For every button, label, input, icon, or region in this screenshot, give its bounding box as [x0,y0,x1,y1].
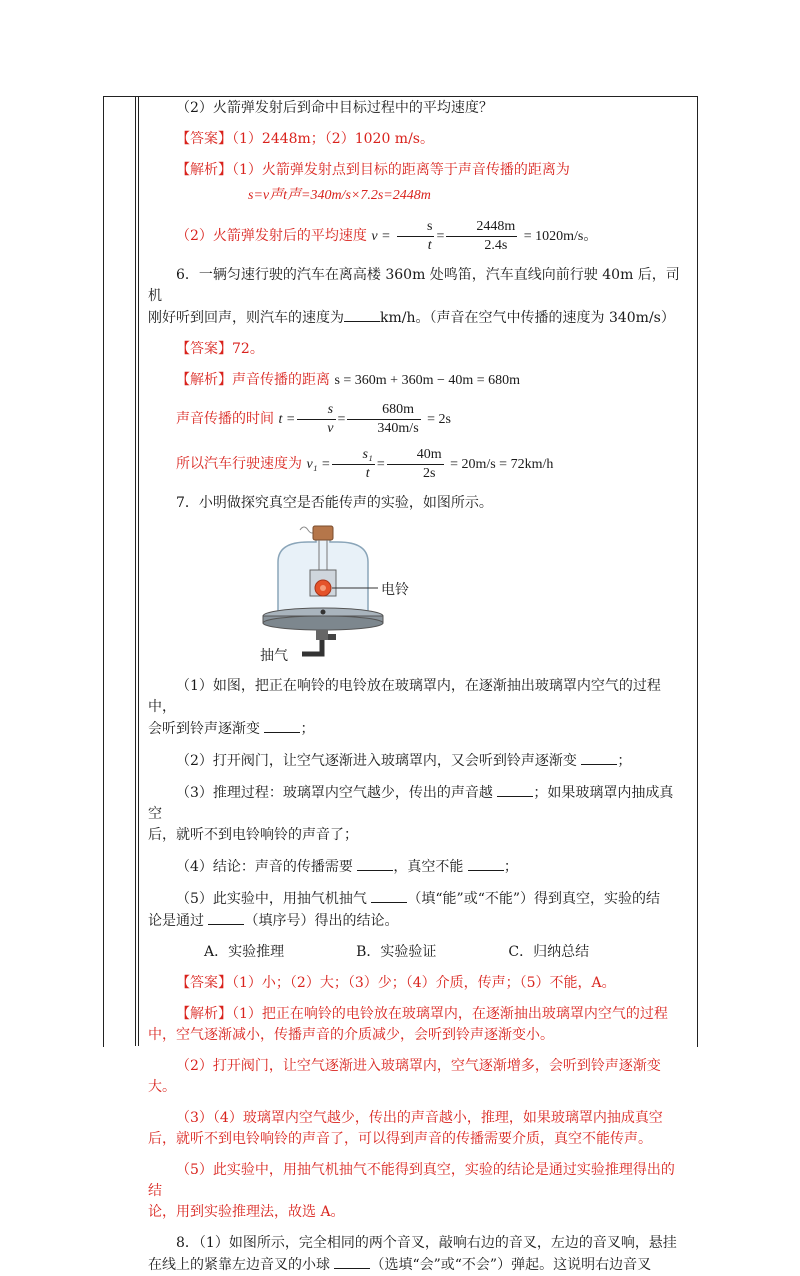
q7-stem: 7．小明做探究真空是否能传声的实验，如图所示。 [176,495,493,511]
choice-b: B．实验验证 [356,944,437,960]
q7-part5-c: 论是通过 [148,913,204,929]
answer-text: （1）小；（2）大；（3）少；（4）介质，传声；（5）不能，A。 [232,975,616,991]
formula: s = 360m + 360m − 40m = 680m [334,373,521,388]
answer-tag: 【答案】 [176,975,232,991]
q7-part1-b: 会听到铃声逐渐变 [148,721,260,737]
answer-tag: 【答案】 [176,131,232,147]
q7-part1: （1）如图，把正在响铃的电铃放在玻璃罩内，在逐渐抽出玻璃罩内空气的过程中， [148,678,661,715]
q8-stem: 8．（1）如图所示，完全相同的两个音叉，敲响右边的音叉，左边的音叉响，悬挂 [176,1235,677,1251]
fraction-values [446,218,517,255]
q7-part5-d: （填序号）得出的结论。 [244,913,399,929]
q6-analysis-2: 声音传播的时间 t = $\frac{s}{v}$ = $\frac{680m}{340m/s}$ = 2s [176,401,451,436]
q7-part5-b: （填“能”或“不能”）得到真空，实验的结 [407,891,661,907]
formula-result: = 1020m/s。 [523,229,598,244]
fraction-values [347,401,420,438]
table-column-divider [138,96,139,1046]
answer-blank [468,856,504,871]
q5-part2: （2）火箭弹发射后到命中目标过程中的平均速度？ [176,100,493,116]
q7-analysis-2: （2）打开阀门，让空气逐渐进入玻璃罩内，空气逐渐增多，会听到铃声逐渐变大。 [148,1058,661,1095]
q7-part4: （4）结论：声音的传播需要 ，真空不能 ； [148,856,684,878]
q7-part3 [148,782,684,825]
q8-stem-b1: 在线上的紧靠左边音叉的小球 [148,1257,330,1273]
q7-part4-a: （4）结论：声音的传播需要 [176,859,353,875]
q7-part3-cont: 后，就听不到电铃响铃的声音了； [148,827,358,843]
q6-stem-b: 刚好听到回声，则汽车的速度为 [148,310,344,326]
content-cell [148,96,684,1276]
q7-part5-a: （5）此实验中，用抽气机抽气 [176,891,367,907]
answer-blank [344,307,380,322]
q7-part5 [148,888,684,910]
q6-stem: 6．一辆匀速行驶的汽车在离高楼 360m 处鸣笛，汽车直线向前行驶 40m 后，司机 [148,267,680,304]
q5-answer [148,129,684,150]
analysis-text: 声音传播的时间 [176,411,274,427]
formula-result: = 2s [427,412,451,427]
answer-blank [264,718,300,733]
fraction-values [387,446,444,483]
bell-label: 电铃 [381,582,409,598]
fraction-num: 2448m [446,218,517,237]
q7-part2-text: （2）打开阀门，让空气逐渐进入玻璃罩内，又会听到铃声逐渐变 [176,753,577,769]
answer-blank [497,782,533,797]
fraction-den: 2s [422,465,436,481]
q7-analysis-3-cont: 后，就听不到电铃响铃的声音了，可以得到声音的传播需要介质，真空不能传声。 [148,1131,652,1147]
analysis-text: 声音传播的距离 [232,372,330,388]
formula-prefix: （2）火箭弹发射后的平均速度 [176,228,367,244]
q7-part5-cont [148,910,684,932]
formula-lhs: v₁ = [306,457,331,472]
fraction-den: 2.4s [484,237,508,253]
analysis-text: （1）把正在响铃的电铃放在玻璃罩内，在逐渐抽出玻璃罩内空气的过程 [232,1006,668,1022]
analysis-text: 所以汽车行驶速度为 [176,456,302,472]
q5-analysis [148,160,684,181]
table-column-left [103,96,136,1046]
q5-formula-distance: s=v声t声=340m/s×7.2s=2448m [248,188,431,203]
q7-answer [148,973,684,994]
formula-lhs: v = [371,229,391,244]
bell-jar-illustration [248,522,448,662]
q7-part1-cont: 会听到铃声逐渐变 ； [148,718,684,740]
q7-part4-b: ，真空不能 [393,859,464,875]
fraction-num: s [297,401,335,420]
answer-blank [334,1254,370,1269]
fraction [397,218,434,255]
answer-blank [371,888,407,903]
analysis-tag: 【解析】 [176,162,232,178]
fraction-den: v [327,420,334,436]
answer-text: （1）2448m；（2）1020 m/s。 [232,131,434,147]
q8-stem-cont [148,1254,684,1276]
answer-tag: 【答案】 [176,341,232,357]
answer-blank [357,856,393,871]
q7-analysis-5: （5）此实验中，用抽气机抽气不能得到真空，实验的结论是通过实验推理得出的结 [148,1162,675,1199]
q7-analysis-5-cont: 论，用到实验推理法，故选 A。 [148,1204,345,1220]
answer-blank [208,910,244,925]
q7-part2: （2）打开阀门，让空气逐渐进入玻璃罩内，又会听到铃声逐渐变 ； [148,750,684,772]
choice-c: C．归纳总结 [508,944,590,960]
fraction [297,401,335,438]
q5-formula-speed: （2）火箭弹发射后的平均速度 v = $\frac{s}{t}$ = $\frac{2448m}{2.4s}$ = 1020m/s。 [176,218,598,253]
bell-jar-figure [248,522,448,662]
q6-analysis-1 [148,370,684,391]
fraction-num: s₁ [332,446,374,465]
q7-analysis-3: （3）（4）玻璃罩内空气越少，传出的声音越小，推理，如果玻璃罩内抽成真空 [176,1110,663,1126]
q7-part3-b: ；如果玻璃罩内抽成真空 [148,785,674,822]
q7-analysis-1 [148,1004,684,1025]
analysis-tag: 【解析】 [176,1006,232,1022]
q6-analysis-3: 所以汽车行驶速度为 v₁ = $\frac{\text{s₁}}{t}$ = $\frac{40m}{2s}$ = 20m/s = 72km/h [176,446,554,481]
analysis-tag: 【解析】 [176,372,232,388]
fraction-den: 340m/s [377,420,419,436]
formula-lhs: t = [278,412,296,427]
fraction [332,446,374,483]
q6-stem-c: km/h。（声音在空气中传播的速度为 340m/s） [380,310,675,326]
fraction-num: 40m [387,446,444,465]
q6-stem-2 [148,307,684,329]
fraction-num: 680m [347,401,420,420]
q7-analysis-1-cont: 中，空气逐渐减小，传播声音的介质减少，会听到铃声逐渐变小。 [148,1027,554,1043]
q7-part3-a: （3）推理过程：玻璃罩内空气越少，传出的声音越 [176,785,493,801]
q6-answer [148,339,684,360]
answer-text: 72。 [232,341,264,357]
fraction-den: t [365,465,370,481]
q7-choices [148,942,684,963]
fraction-num: s [397,218,434,237]
formula-result: = 20m/s = 72km/h [450,457,554,472]
q8-stem-b2: （选填“会”或“不会”）弹起。这说明右边音叉 [370,1257,652,1273]
analysis-text: （1）火箭弹发射点到目标的距离等于声音传播的距离为 [232,162,570,178]
fraction-den: t [427,237,432,253]
choice-a: A．实验推理 [204,944,285,960]
answer-blank [581,750,617,765]
pump-label: 抽气 [260,648,288,664]
